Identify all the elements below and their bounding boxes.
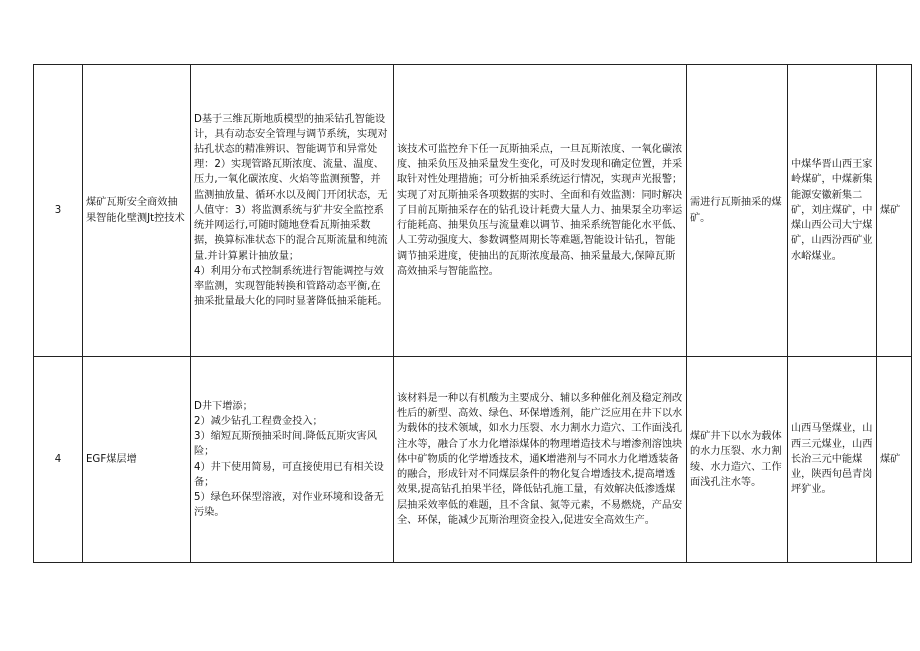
- technology-description: 该材料是一种以有机酸为主要成分、辅以多种催化剂及稳定剂改性后的新型、高效、绿色、环保增透剂，能广泛应用在井下以水为载体的技术领域，如水力压裂、水力割水力造穴、工作面浅孔注水等，融合了水力化增添煤体的物理增造技术与增渗剂溶蚀块体中矿物质的化学增透技术，通K增港剂与不同水力化增透装备的融合，形成针对不同煤层条件的物化复合增透技术,提高增透效果,提高钻孔拍果半径，降低钻孔施工量，有效解决低渗透煤层抽采效率低的难题，且不含鼠、氮等元素，不易燃烧，产品安全、环保，能减少瓦斯治理资金投入,促进安全高效生产。: [394, 357, 687, 563]
- industry: 煤矿: [877, 65, 912, 357]
- feature-line: D井下增添；: [194, 400, 253, 412]
- technology-features: [191, 65, 394, 357]
- feature-line: D基于三维瓦斯地质模型的抽采钻孔智能设计，具有动态安全管理与调节系统，实现对拈孔状态的精准辨识、智能调节和异常处理：2）实现管路瓦斯浓度、流量、温度、压力,一氧化碳浓度、火焰等监测预警，并监测抽放量、循环水以及阀门开闭状态，无人值守：3）将监测系统与犷井安全监控系统并网运行,可随时随地登看瓦斯抽采数据，换算标准状态下的混合瓦斯流量和纯流量.并计算累计抽放量；: [194, 113, 388, 262]
- feature-line: 5）绿色环保型溶液，对作业环境和设备无污染。: [194, 491, 384, 519]
- application-cases: 中煤华晋山西王家岭煤矿，中煤新集能源安徽新集二矿，刘庄煤矿，中煤山西公司大宁煤矿，山西汾西矿业水峪煤业。: [788, 65, 877, 357]
- row-number: 4: [34, 357, 83, 563]
- technology-name: EGF煤层增: [83, 357, 191, 563]
- application-cases: 山西马堡煤业，山西三元煤业，山西长治三元中能煤业，陕西旬邑青岗坪犷业。: [788, 357, 877, 563]
- technology-features: [191, 357, 394, 563]
- technology-table: [33, 64, 912, 563]
- feature-line: 4）利用分布式控制系统进行智能调控与效率监测，实现智能转换和管路动态平衡,在抽采批量最大化的同时显著降低抽采能耗。: [194, 265, 388, 308]
- feature-line: 2）减少钻孔工程费金投入；: [194, 415, 323, 427]
- technology-name: 煤矿瓦斯安全商效抽果智能化壁测Jt控技术: [83, 65, 191, 357]
- row-number: 3: [34, 65, 83, 357]
- table-row: [34, 357, 912, 563]
- technology-description: 该技术可监控弁下任一瓦斯抽采点，一旦瓦斯浓度、一氧化碳浓度、抽采负压及抽采量发生变化，可及时发现和确定位置，并采取针对性处理措施；可分析抽采系统运行情况，实现声光报警；实现了对瓦斯抽采各项数据的实时、全面和有效监测：同时解决了目前瓦斯抽采存在的钻孔设计耗费大量人力、抽果泵全功率运行能耗高、抽果负压与流量难以调节、抽采系统智能化水平低、人工劳动强度大、参数调整周期长等难题,智能设计钻孔，智能调节抽采进度，使抽出的瓦斯浓度最高、抽采量最大,保障瓦斯高效抽采与智能监控。: [394, 65, 687, 357]
- application-scope: 需进行瓦斯抽采的煤矿。: [687, 65, 788, 357]
- table-row: [34, 65, 912, 357]
- industry: 煤矿: [877, 357, 912, 563]
- feature-line: 4）井下使用简易，可直接使用已有相关设备；: [194, 461, 384, 488]
- application-scope: 煤矿井下以水为载体的水力压裂、水力割绫、水力造穴、工作面浅孔注水等。: [687, 357, 788, 563]
- feature-line: 3）缩短瓦斯预抽采时间.降低瓦斯灾害风险；: [194, 431, 377, 458]
